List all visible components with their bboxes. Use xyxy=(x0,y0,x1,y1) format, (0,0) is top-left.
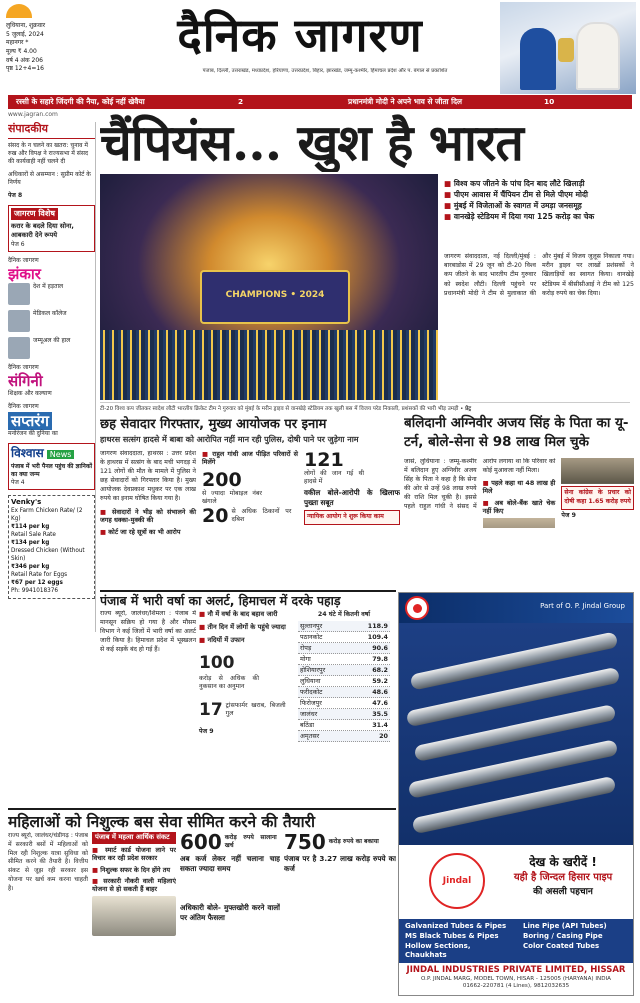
weather-bullet: ■ नौ में वर्षा के बाद बहाव जारी xyxy=(199,610,295,619)
hathras-box-title: वकील बोले-आरोपी के खिलाफ पुख्ता सबूत xyxy=(304,488,400,508)
rainfall-value: 31.4 xyxy=(372,721,388,730)
lead-highlights xyxy=(444,178,634,248)
zhankar-item[interactable]: जम्मूअल की हाल xyxy=(8,337,95,359)
weather-text: राज्य ब्यूरो, जालंधर/शिमला : पंजाब में मानसून सक्रिय हो गया है और मौसम विभाग ने कई जिलों में भारी वर्षा का अलर्ट जारी किया है। हिमाचल प्रदेश में भूस्खलन से कई सड़कें बंद हो गई हैं। xyxy=(100,610,196,653)
left-sidebar xyxy=(8,122,96,632)
vishwas-title: विश्वास xyxy=(11,445,44,460)
saptrang-logo[interactable]: सप्तरंग xyxy=(8,412,95,430)
hathras-stat: 121लोगों की जान गई थी हादसे में xyxy=(304,450,364,486)
ticker-right-page: 10 xyxy=(544,97,555,106)
ad-slogan-area xyxy=(399,845,633,919)
edition-info xyxy=(6,4,100,92)
lead-story-body: जागरण संवाददाता, नई दिल्ली/मुंबई : बारबाडोस में 29 जून को टी-20 विश्व कप जीतने के बाद भारतीय टीम गुरुवार को स्वदेश लौटी। दिल्ली पहुंचने पर प्रधानमंत्री मोदी ने टीम से मुलाकात की और मुंबई में विजय जुलूस निकाला गया। मरीन ड्राइव पर लाखों प्रशंसकों ने खिलाड़ियों का स्वागत किया। वानखेड़े स्टेडियम में बीसीसीआई ने टीम को 125 करोड़ रुपये का चेक दिया। xyxy=(444,253,634,297)
rainfall-table-title: 24 घंटे में कितनी वर्षा xyxy=(317,611,371,618)
bus-subhead: अब कर्ज लेकर नहीं चलाना चाह सकता ज्यादा समय xyxy=(180,854,280,873)
edition-line: वर्ष 4 अंक 206 xyxy=(6,56,43,64)
zhankar-label: दैनिक जागरण xyxy=(8,257,39,265)
ticker-left[interactable]: रस्सी के सहारे जिंदगी की नैया, कोई नहीं खेवैया xyxy=(16,97,145,106)
bus-photo xyxy=(92,896,176,936)
editorial-item[interactable]: संसद के न चलने का खतरा: चुनाव में रुख और विपक्ष ने राज्यसभा में संसद की कार्यवाही नहीं चलने दी xyxy=(8,141,89,165)
ticker-left-page: 2 xyxy=(238,97,244,106)
rainfall-place: फरीदकोट xyxy=(300,688,323,697)
sangini-logo[interactable]: संगिनी xyxy=(8,372,43,391)
agniveer-link[interactable]: पेज 9 xyxy=(561,511,576,519)
vishesh-link: पेज 6 xyxy=(11,241,25,249)
zhankar-logo[interactable]: झंकार xyxy=(8,265,41,284)
rainfall-place: सुल्तानपुर xyxy=(300,622,323,631)
team-bus xyxy=(200,270,350,324)
bus-banner: CHAMPIONS • 2024 xyxy=(225,290,325,300)
weather-col-1 xyxy=(100,610,196,806)
vishwas-text: पंजाब में भरी पैनल पहुंच की ज्ञानिकों का क्या जन्म xyxy=(11,462,93,478)
rainfall-row xyxy=(298,665,390,676)
saptrang-label: दैनिक जागरण xyxy=(8,403,39,411)
website[interactable]: www.jagran.com xyxy=(8,111,58,118)
sangini-tagline: शिक्षक और कल्याण xyxy=(8,390,52,398)
hathras-bullet: ■ कोर्ट जा रहे सूत्रों का भी आरोप xyxy=(100,528,196,536)
editorial-title: संपादकीय xyxy=(8,122,95,139)
rainfall-row xyxy=(298,687,390,698)
ad-slogan: देख के खरीदें ! यही है जिन्दल हिसार पाइप की असली पहचान xyxy=(513,855,613,897)
thumbnail-image xyxy=(8,337,30,359)
pm-figure xyxy=(576,22,620,90)
vishesh-text: करार के बदले दिया सोना, आबकारी देने रूपये xyxy=(11,222,74,240)
hathras-bullet: ■ सेवादारों ने भीड़ को संभालने की जगह धक्का-मुक्की की xyxy=(100,508,196,525)
weather-col-2 xyxy=(199,610,295,806)
rainfall-row xyxy=(298,621,390,632)
rainfall-value: 48.6 xyxy=(372,688,388,697)
vishesh-title: जागरण विशेष xyxy=(11,208,58,220)
sangini-label: दैनिक जागरण xyxy=(8,364,39,372)
ticker-right[interactable]: प्रधानमंत्री मोदी ने अपने भाव से जीता दिल xyxy=(348,97,463,106)
hathras-text: जागरण संवाददाता, हाथरस : उत्तर प्रदेश के हाथरस में सत्संग के बाद मची भगदड़ में 121 लोगों की मौत के मामले में पुलिस ने छह सेवादारों को गिरफ्तार किया है। मुख्य आयोजक देवप्रकाश मधुकर पर एक लाख रुपये का इनाम घोषित किया गया है। xyxy=(100,450,196,502)
zhankar-item[interactable]: देश में हड़ताल xyxy=(8,283,95,305)
debt-note: पंजाब पर है 3.27 लाख करोड़ रुपये का कर्ज xyxy=(284,854,396,873)
rainfall-row xyxy=(298,676,390,687)
hathras-bullet: ■ राहुल गांधी आज पीड़ित परिवारों से मिलेंगे xyxy=(202,450,298,467)
hathras-stat: 200से ज्यादा मोबाइल नंबर खंगाले xyxy=(202,468,262,505)
edition-line: मूल्य ₹ 4.00 xyxy=(6,48,37,56)
jindal-logo-icon xyxy=(405,596,429,620)
highlight-item: ■ विश्व कप जीतने के पांच दिन बाद लौटे खिलाड़ी xyxy=(444,178,634,189)
bus-col-4 xyxy=(284,832,396,1000)
rainfall-table xyxy=(298,610,390,742)
weather-stat: 17 ट्रांसफार्मर खराब, बिजली गुल xyxy=(199,699,286,720)
rainfall-value: 79.8 xyxy=(372,655,388,664)
ticker-bar xyxy=(8,95,632,109)
bus-amount: 600 करोड़ रुपये सालाना खर्च xyxy=(180,832,277,854)
crowd xyxy=(100,330,438,400)
bus-scheme-headline[interactable]: महिलाओं को निशुल्क बस सेवा सीमित करने की तैयारी xyxy=(8,808,396,832)
pm-with-captain-photo xyxy=(500,2,636,94)
rainfall-row xyxy=(298,643,390,654)
bus-bullet: ■ सरकारी नौकरी वाली महिलाएं योजना से हो सकती हैं बाहर xyxy=(92,877,176,894)
rainfall-place: बठिंडा xyxy=(300,721,315,730)
vishwas-box[interactable] xyxy=(8,443,95,490)
product-list: Galvanized Tubes & Pipes MS Black Tubes & Pipes Hollow Sections, Chaukhats Line Pipe (API Tubes) Boring / Casing Pipe Color Coated Tubes xyxy=(399,919,633,963)
bus-col-1 xyxy=(8,832,88,1000)
bus-scheme-story xyxy=(8,832,396,1000)
rainfall-value: 118.9 xyxy=(367,622,388,631)
highlight-item: ■ वानखेड़े स्टेडियम में दिया गया 125 करोड़ का चेक xyxy=(444,211,634,222)
bus-box-title: पंजाब में महत्वा आर्थिक संकट xyxy=(92,832,176,844)
hathras-stat: 20 से अधिक ठिकानों पर दबिश xyxy=(202,505,292,527)
rainfall-value: 109.4 xyxy=(367,633,388,642)
edition-line: महानगर * xyxy=(6,39,29,47)
weather-story xyxy=(100,610,396,806)
weather-link[interactable]: पेज 9 xyxy=(199,728,214,736)
agniveer-bullet: ■ अब बोले-बैंक खाते चेक नहीं किए xyxy=(483,499,556,516)
highlight-item: ■ मुंबई में विजेताओं के स्वागत में उमड़ा जनसमूह xyxy=(444,200,634,211)
editorial-item[interactable]: अधिकारों से असम्मान : सुप्रीम कोर्ट के निर्णय xyxy=(8,171,91,187)
rainfall-value: 47.6 xyxy=(372,699,388,708)
rainfall-value: 68.2 xyxy=(372,666,388,675)
edition-line: 5 जुलाई, 2024 xyxy=(6,30,44,38)
ad-header xyxy=(399,593,633,623)
hathras-headline: छह सेवादार गिरफ्तार, मुख्य आयोजक पर इनाम xyxy=(100,417,327,432)
hathras-story-head[interactable] xyxy=(100,416,400,448)
highlight-item: ■ पीएम आवास में चैंपियन टीम से मिले पीएम मोदी xyxy=(444,189,634,200)
weather-bullet: ■ नदियों में उफान xyxy=(199,636,295,645)
company-name: JINDAL INDUSTRIES PRIVATE LIMITED, HISSAR xyxy=(406,965,626,975)
jindal-pipes-ad[interactable] xyxy=(398,592,634,996)
zhankar-item[interactable]: मेडिकल कॉलेज xyxy=(8,310,95,332)
hathras-commission-box: न्यायिक आयोग ने शुरू किया काम xyxy=(304,510,400,525)
agniveer-text: जासं, लुधियाना : जम्मू-कश्मीर में बलिदान हुए अग्निवीर अजय सिंह के पिता ने कहा है कि सेना की ओर से उन्हें 98 लाख रुपये की राशि मिल चुकी है। इससे पहले राहुल गांधी ने संसद में आरोप लगाया था कि परिवार को कोई मुआवजा नहीं मिला। xyxy=(404,458,556,510)
captain-figure xyxy=(520,28,556,90)
agniveer-story xyxy=(404,458,634,584)
rainfall-place: फिरोजपुर xyxy=(300,699,322,708)
rainfall-value: 90.6 xyxy=(372,644,388,653)
vishwas-link: पेज 4 xyxy=(11,478,25,486)
venkys-logo: Venky's xyxy=(11,497,42,506)
rainfall-place: रोपड़ xyxy=(300,644,312,653)
rainfall-place: जालंधर xyxy=(300,710,318,719)
jindal-badge: Jindal xyxy=(429,853,485,909)
thumbnail-image xyxy=(8,310,30,332)
vishesh-box[interactable] xyxy=(8,205,95,252)
bus-bullet: ■ निशुल्क सफर के दिन होंगे तय xyxy=(92,866,176,874)
bus-bullet: ■ स्मार्ट कार्ड योजना लाने पर विचार कर रही प्रदेश सरकार xyxy=(92,846,176,863)
bus-subhead: अधिकारी बोले- मुफ्तखोरी करने वालों पर अंतिम फैसला xyxy=(180,903,280,923)
agniveer-headline[interactable]: बलिदानी अग्निवीर अजय सिंह के पिता का यू-टर्न, बोले-सेना से 98 लाख मिल चुके xyxy=(404,415,629,450)
rainfall-place: अमृतसर xyxy=(300,732,320,741)
edition-line: लुधियाना, शुक्रवार xyxy=(6,22,46,29)
weather-stat: 100करोड़ से अधिक की नुकसान का अनुमान xyxy=(199,652,259,691)
editorial-link[interactable]: पेज 8 xyxy=(8,192,23,200)
trophy-icon xyxy=(558,38,574,62)
agniveer-bullet: ■ पहले कहा था 48 लाख ही मिले xyxy=(483,479,556,496)
newspaper-title: दैनिक जागरण xyxy=(177,8,423,62)
rainfall-place: मोगा xyxy=(300,655,311,664)
rainfall-row xyxy=(298,654,390,665)
company-phone: 01662-220781 (4 Lines), 9812032635 xyxy=(462,982,570,989)
rainfall-row xyxy=(298,698,390,709)
saptrang-tagline: मनोरंजन की दुनिया का xyxy=(8,429,58,437)
bus-col-2 xyxy=(92,832,176,1000)
bus-text: राज्य ब्यूरो, जालंधर/चंडीगढ़ : पंजाब में सरकारी बसों में महिलाओं को मिल रही निशुल्क यात्रा सुविधा को सीमित करने की तैयारी है। वित्तीय संकट से जूझ रही सरकार इस योजना पर खर्च कम करना चाहती है। xyxy=(8,832,88,892)
hathras-story-body xyxy=(100,450,400,570)
bus-amount: 750 करोड़ रुपये का बकाया xyxy=(284,832,379,854)
thumbnail-image xyxy=(8,283,30,305)
edition-line: पृष्ठ 12+4=16 xyxy=(6,65,44,73)
hathras-subhead: हाथरस सत्संग हादसे में बाबा को आरोपित नहीं मान रही पुलिस, दोषी पाने पर जुड़ेगा नाम xyxy=(100,435,359,444)
company-address: O.P. JINDAL MARG, MODEL TOWN, HISAR - 125005 (HARYANA) INDIA xyxy=(421,975,611,982)
ad-footer xyxy=(399,963,633,996)
rainfall-place: पठानकोट xyxy=(300,633,323,642)
rainfall-row xyxy=(298,720,390,731)
rainfall-place: होशियारपुर xyxy=(300,666,326,675)
photo-caption: टी-20 विश्व कप जीतकर स्वदेश लौटी भारतीय क्रिकेट टीम ने गुरुवार को मुंबई के मरीन ड्राइव से वानखेड़े स्टेडियम तक खुली बस में विजय परेड निकाली, प्रशंसकों की भारी भीड़ उमड़ी • प्रेट्र xyxy=(100,402,630,414)
agniveer-box: सेना कांग्रेस के प्रचार को दोषी कहा 1.65 करोड़ रुपये xyxy=(561,486,634,510)
rainfall-place: लुधियाना xyxy=(300,677,321,686)
tagline: पंजाब, दिल्ली, उत्तराखंड, मध्यप्रदेश, हरियाणा, उत्तरप्रदेश, बिहार, झारखंड, जम्मू-कश्मीर, हिमाचल प्रदेश और प. बंगाल से प्रकाशित xyxy=(202,68,448,74)
weather-headline[interactable]: पंजाब में भारी वर्षा का अलर्ट, हिमाचल में दरके पहाड़ xyxy=(100,590,396,608)
victory-parade-photo xyxy=(100,174,438,400)
weather-bullet: ■ तीन दिन में लोगों के पहुंचे ज्यादा xyxy=(199,623,295,632)
rainfall-value: 20 xyxy=(379,732,388,741)
bus-col-3 xyxy=(180,832,280,1000)
rainfall-value: 35.5 xyxy=(372,710,388,719)
rainfall-value: 59.2 xyxy=(372,677,388,686)
news-badge: News xyxy=(47,450,75,459)
rainfall-row xyxy=(298,709,390,720)
rainfall-row xyxy=(298,632,390,643)
lead-headline[interactable]: चैंपियंस... खुश है भारत xyxy=(100,114,523,172)
rainfall-row xyxy=(298,731,390,742)
jagran-sun-logo xyxy=(6,4,32,18)
pipes-photo xyxy=(399,623,633,845)
venkys-rate-ad: Venky's Ex Farm Chicken Rate/ (2 Kg) ₹114 per kg Retail Sale Rate ₹134 per kg Dressed Chicken (Without Skin) ₹346 per kg Retail Rate for Eggs ₹67 per 12 eggs Ph: 9941018376 xyxy=(8,495,95,599)
group-label: Part of O. P. Jindal Group xyxy=(540,602,625,610)
